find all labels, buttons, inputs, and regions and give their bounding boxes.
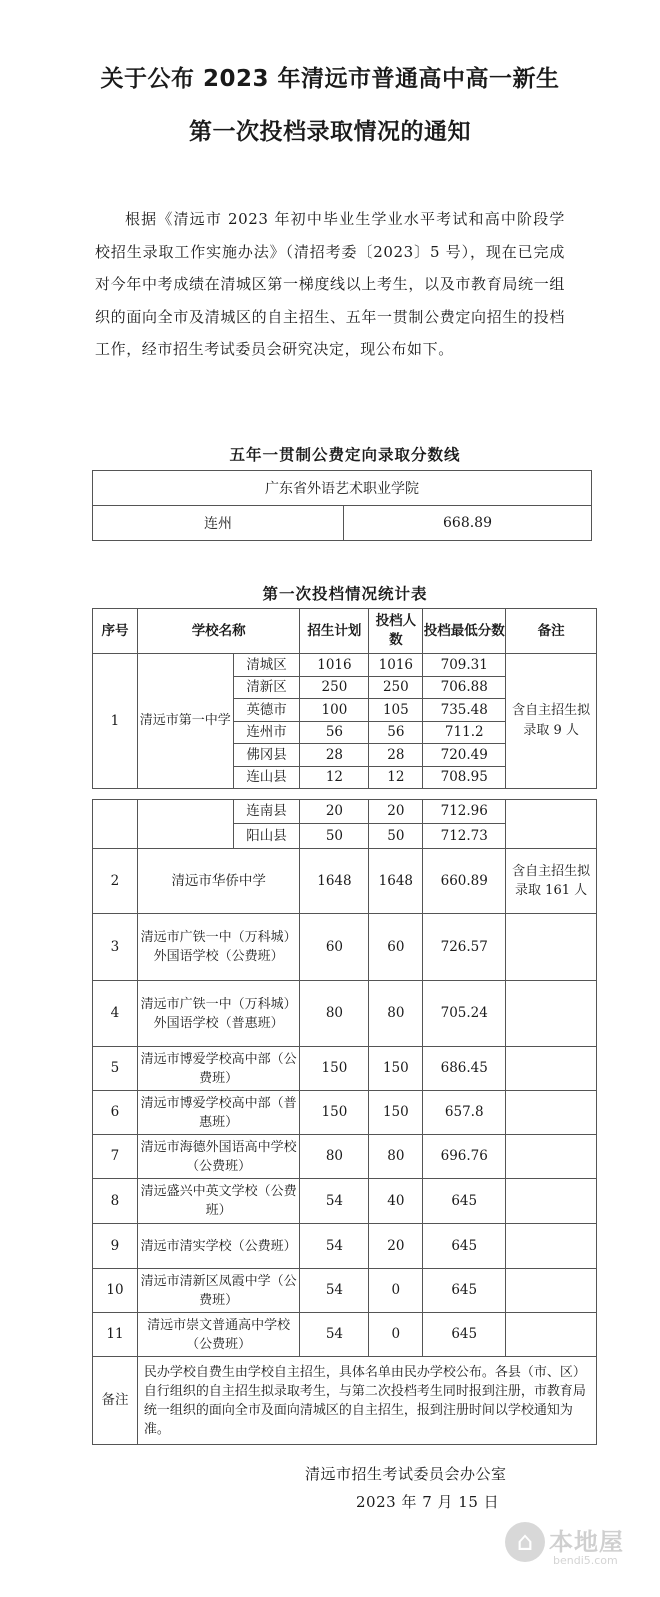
district-plan: 28 [300,744,369,767]
row-note [506,1179,597,1224]
five-year-score: 668.89 [344,506,592,541]
table-row [93,1224,597,1269]
district-plan: 100 [300,699,369,722]
row-min: 657.8 [423,1091,506,1135]
school1-seq: 1 [93,654,138,789]
row-note [506,981,597,1047]
row-filed: 150 [369,1047,423,1091]
row-min: 645 [423,1313,506,1357]
row-seq: 10 [93,1269,138,1313]
district-min: 712.73 [423,824,506,849]
table-row [93,1091,597,1135]
row-min: 705.24 [423,981,506,1047]
table-row [93,1179,597,1224]
remarks-label: 备注 [93,1357,138,1445]
row-filed: 0 [369,1313,423,1357]
row-filed: 1648 [369,849,423,914]
district-min: 735.48 [423,699,506,722]
row-school: 清远市清新区凤霞中学（公费班） [137,1269,300,1313]
district-filed: 20 [369,800,423,824]
row-plan: 150 [300,1091,369,1135]
row-seq: 7 [93,1135,138,1179]
district-filed: 28 [369,744,423,767]
district-min: 709.31 [423,654,506,677]
row-min: 645 [423,1269,506,1313]
row-school: 清远市广铁一中（万科城）外国语学校（公费班） [137,914,300,981]
row-seq: 9 [93,1224,138,1269]
district-min: 711.2 [423,721,506,744]
table-row [93,849,597,914]
house-icon: ⌂ [505,1522,545,1562]
row-note [506,1224,597,1269]
row-note [506,914,597,981]
district-filed: 1016 [369,654,423,677]
school1-name: 清远市第一中学 [137,654,233,789]
row-school: 清远市博爱学校高中部（公费班） [137,1047,300,1091]
district-area: 阳山县 [233,824,300,849]
row-school: 清远市博爱学校高中部（普惠班） [137,1091,300,1135]
row-plan: 54 [300,1269,369,1313]
district-min: 706.88 [423,676,506,699]
district-min: 712.96 [423,800,506,824]
row-filed: 80 [369,981,423,1047]
district-area: 连山县 [233,766,300,789]
header-min: 投档最低分数 [423,609,506,654]
header-filed: 投档人数 [369,609,423,654]
district-min: 708.95 [423,766,506,789]
row-seq: 11 [93,1313,138,1357]
row-seq: 4 [93,981,138,1047]
row-filed: 80 [369,1135,423,1179]
watermark [505,1520,645,1580]
five-year-area: 连州 [93,506,344,541]
district-plan: 56 [300,721,369,744]
signature: 清远市招生考试委员会办公室 [305,1465,507,1483]
row-seq: 6 [93,1091,138,1135]
row-seq: 5 [93,1047,138,1091]
table-row [93,914,597,981]
row-note [506,1313,597,1357]
district-filed: 50 [369,824,423,849]
row-school: 清远盛兴中英文学校（公费班） [137,1179,300,1224]
row-min: 645 [423,1179,506,1224]
table-row [93,654,597,677]
district-plan: 12 [300,766,369,789]
row-min: 696.76 [423,1135,506,1179]
watermark-url: bendi5.com [553,1554,618,1567]
district-area: 清城区 [233,654,300,677]
row-school: 清远市华侨中学 [137,849,300,914]
stats-caption: 第一次投档情况统计表 [262,584,428,603]
row-plan: 150 [300,1047,369,1091]
school1-note: 含自主招生拟录取 9 人 [506,654,597,789]
row-filed: 150 [369,1091,423,1135]
district-min: 720.49 [423,744,506,767]
district-plan: 20 [300,800,369,824]
remarks-row [93,1357,597,1445]
table-row [93,981,597,1047]
row-school: 清远市广铁一中（万科城）外国语学校（普惠班） [137,981,300,1047]
table-row [93,800,597,824]
row-min: 645 [423,1224,506,1269]
row-note [506,1135,597,1179]
notice-body [95,203,565,366]
district-area: 英德市 [233,699,300,722]
district-area: 佛冈县 [233,744,300,767]
row-note: 含自主招生拟录取 161 人 [506,849,597,914]
stats-table-part-2 [92,799,597,1445]
row-filed: 40 [369,1179,423,1224]
row-filed: 0 [369,1269,423,1313]
body-paragraph: 根据《清远市 2023 年初中毕业生学业水平考试和高中阶段学校招生录取工作实施办法》（清招考委〔2023〕5 号），现在已完成对今年中考成绩在清城区第一梯度线以上考生，以及市教育局统一组织的面向全市及清城区的自主招生、五年一贯制公费定向招生的投档工作，经市招生考试委员会研究决定，现公布如下。 [95,210,565,358]
row-seq: 2 [93,849,138,914]
row-min: 660.89 [423,849,506,914]
header-plan: 招生计划 [300,609,369,654]
district-plan: 1016 [300,654,369,677]
header-seq: 序号 [93,609,138,654]
row-school: 清远市崇文普通高中学校（公费班） [137,1313,300,1357]
header-school: 学校名称 [137,609,300,654]
district-filed: 56 [369,721,423,744]
district-plan: 50 [300,824,369,849]
row-plan: 54 [300,1224,369,1269]
row-plan: 60 [300,914,369,981]
table-row [93,1269,597,1313]
district-filed: 12 [369,766,423,789]
row-filed: 60 [369,914,423,981]
row-seq: 3 [93,914,138,981]
notice-title-line-2: 第一次投档录取情况的通知 [189,119,471,145]
table-row [93,1135,597,1179]
district-plan: 250 [300,676,369,699]
row-note [506,1091,597,1135]
row-plan: 1648 [300,849,369,914]
row-note [506,1047,597,1091]
row-min: 686.45 [423,1047,506,1091]
row-min: 726.57 [423,914,506,981]
row-plan: 80 [300,1135,369,1179]
remarks-text: 民办学校自费生由学校自主招生，具体名单由民办学校公布。各县（市、区）自行组织的自主招生拟录取考生，与第二次投档考生同时报到注册，市教育局统一组织的面向全市及面向清城区的自主招生，报到注册时间以学校通知为准。 [137,1357,596,1445]
table-row [93,1313,597,1357]
table-row [93,1047,597,1091]
watermark-name: 本地屋 [549,1528,624,1556]
header-note: 备注 [506,609,597,654]
district-area: 连州市 [233,721,300,744]
district-area: 清新区 [233,676,300,699]
five-year-score-table [92,470,592,541]
row-school: 清远市海德外国语高中学校（公费班） [137,1135,300,1179]
row-filed: 20 [369,1224,423,1269]
five-year-caption: 五年一贯制公费定向录取分数线 [229,445,461,464]
row-note [506,1269,597,1313]
row-plan: 54 [300,1179,369,1224]
stats-table-part-1 [92,608,597,789]
district-filed: 250 [369,676,423,699]
row-plan: 80 [300,981,369,1047]
date: 2023 年 7 月 15 日 [356,1493,500,1511]
district-filed: 105 [369,699,423,722]
row-plan: 54 [300,1313,369,1357]
district-area: 连南县 [233,800,300,824]
row-school: 清远市清实学校（公费班） [137,1224,300,1269]
five-year-school: 广东省外语艺术职业学院 [93,471,592,506]
notice-title-line-1: 关于公布 2023 年清远市普通高中高一新生 [100,66,560,92]
row-seq: 8 [93,1179,138,1224]
